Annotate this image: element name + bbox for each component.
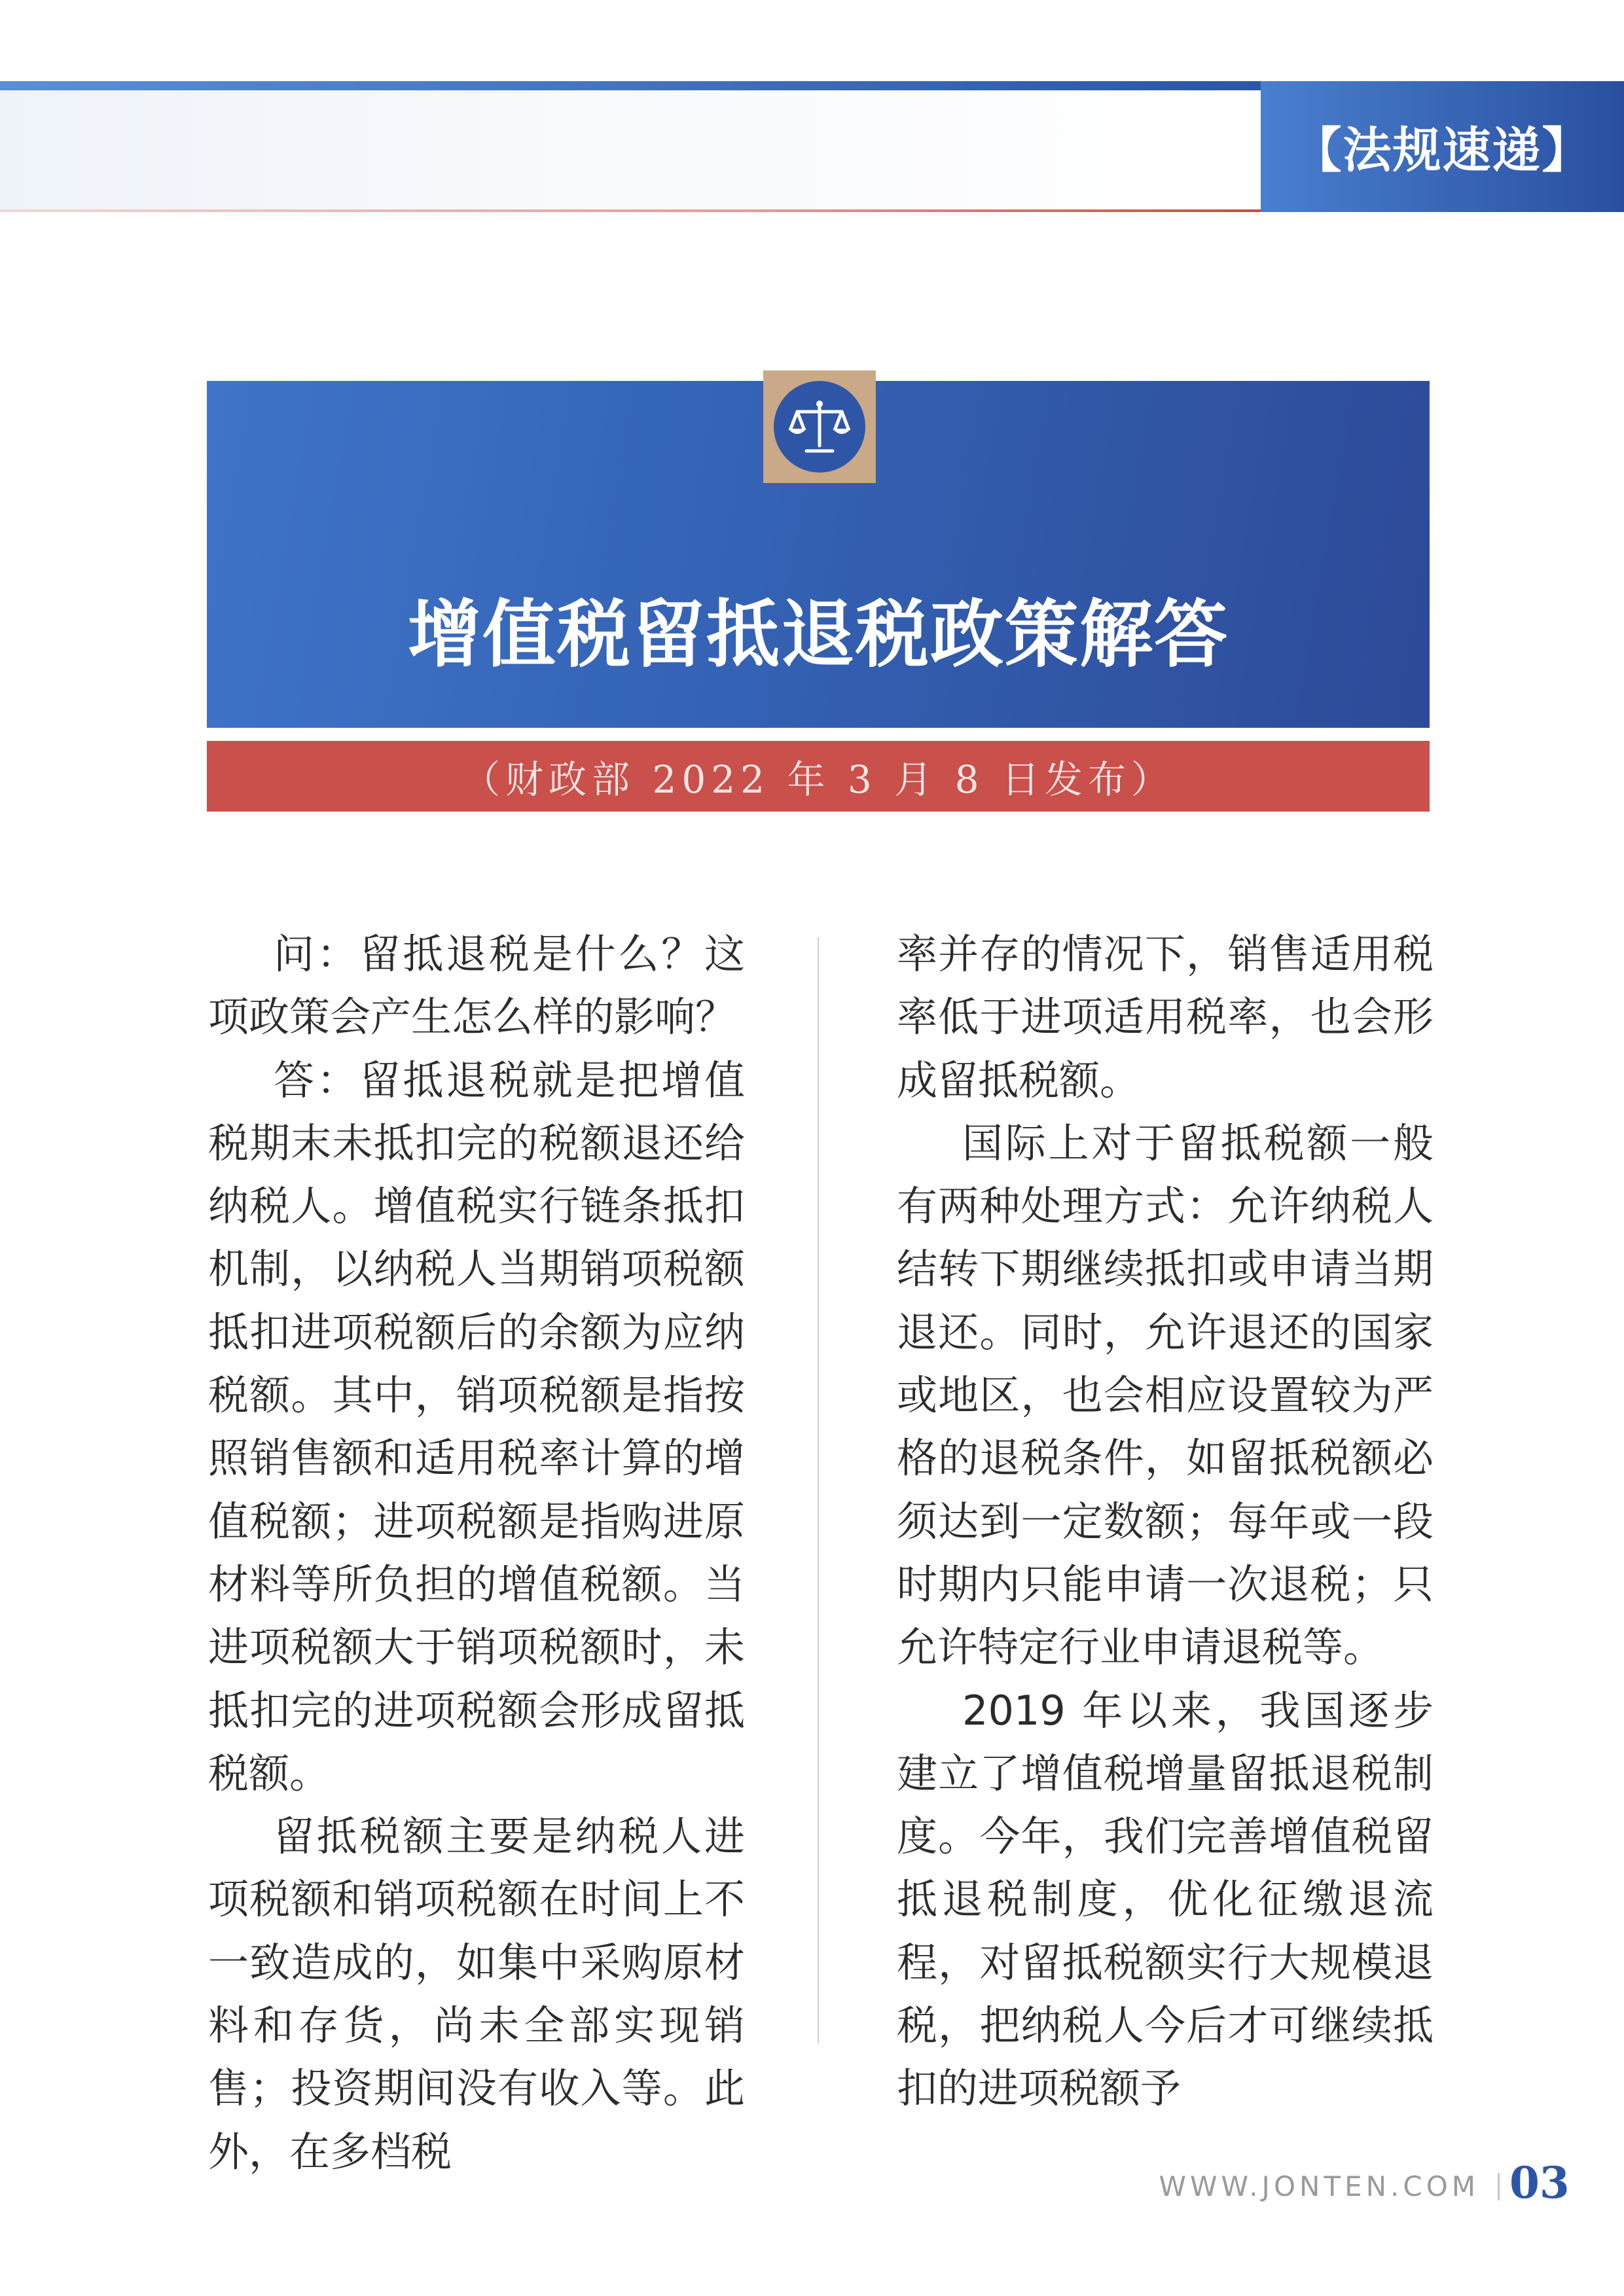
article-left-column <box>208 923 745 2183</box>
paragraph: 问：留抵退税是什么？这项政策会产生怎么样的影响？ <box>208 930 745 1041</box>
paragraph: 率并存的情况下，销售适用税率低于进项适用税率，也会形成留抵税额。 <box>897 930 1434 1104</box>
paragraph: 留抵税额主要是纳税人进项税额和销项税额在时间上不一致造成的，如集中采购原材料和存货，尚未全部实现销售；投资期间没有收入等。此外，在多档税 <box>208 1812 745 2176</box>
paragraph: 国际上对于留抵税额一般有两种处理方式：允许纳税人结转下期继续抵扣或申请当期退还。同时，允许退还的国家或地区，也会相应设置较为严格的退税条件，如留抵税额必须达到一定数额；每年或一段时期内只能申请一次退税；只允许特定行业申请退税等。 <box>897 1119 1434 1672</box>
paragraph: 答：留抵退税就是把增值税期末未抵扣完的税额退还给纳税人。增值税实行链条抵扣机制，以纳税人当期销项税额抵扣进项税额后的余额为应纳税额。其中，销项税额是指按照销售额和适用税率计算的增值税额；进项税额是指购进原材料等所负担的增值税额。当进项税额大于销项税额时，未抵扣完的进项税额会形成留抵税额。 <box>208 1056 745 1797</box>
footer-website: WWW.JONTEN.COM <box>1159 2170 1479 2202</box>
paragraph: 2019 年以来，我国逐步建立了增值税增量留抵退税制度。今年，我们完善增值税留抵退税制度，优化征缴退流程，对留抵税额实行大规模退税，把纳税人今后才可继续抵扣的进项税额予 <box>897 1686 1434 2113</box>
emblem <box>763 370 876 483</box>
emblem-circle <box>774 381 865 473</box>
header-red-rule <box>0 209 1261 212</box>
article-right-column <box>897 923 1434 2121</box>
section-tag: 【法规速递】 <box>1293 122 1592 179</box>
subtitle-bar <box>207 741 1430 812</box>
header-top-line <box>0 81 1261 90</box>
footer-separator <box>1498 2173 1500 2200</box>
section-tag-box <box>1261 81 1624 212</box>
publish-info: （财政部 2022 年 3 月 8 日发布） <box>461 757 1175 802</box>
page-title: 增值税留抵退税政策解答 <box>408 592 1229 677</box>
scales-of-justice-icon <box>787 399 852 455</box>
page-number: 03 <box>1509 2157 1570 2208</box>
header-band <box>0 90 1261 211</box>
column-divider <box>818 937 819 2043</box>
